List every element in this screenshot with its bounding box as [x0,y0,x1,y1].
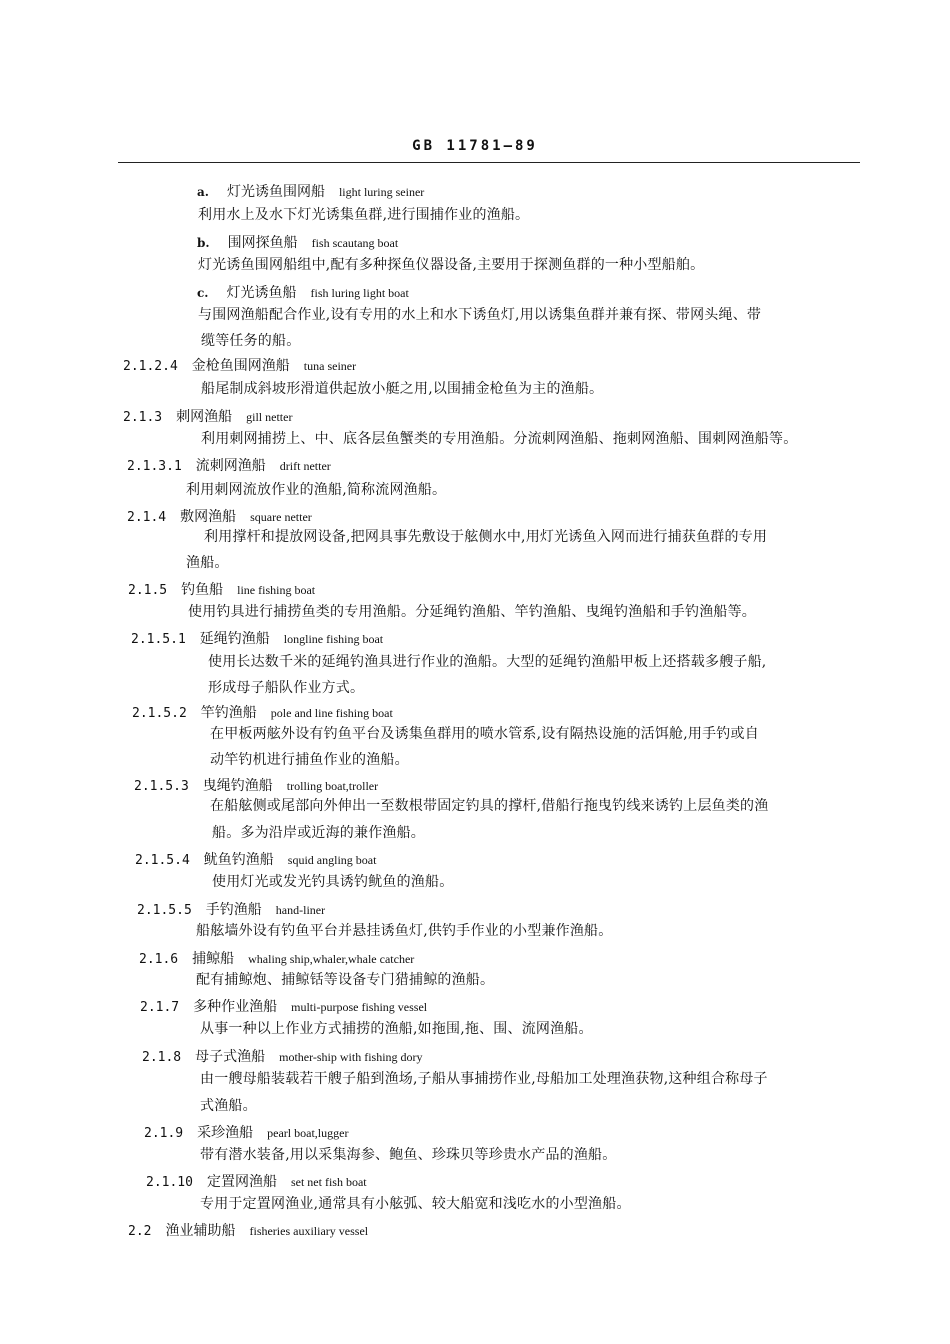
definition-text: 与围网渔船配合作业,设有专用的水上和水下诱鱼灯,用以诱集鱼群并兼有探、带网头绳、带 [198,307,762,323]
term-english: mother-ship with fishing dory [279,1050,423,1064]
term-entry [128,581,315,600]
definition-text: 利用撑杆和提放网设备,把网具事先敷设于舷侧水中,用灯光诱鱼入网而进行捕获鱼群的专用 [204,529,768,545]
definition-text: 式渔船。 [200,1098,257,1114]
term-entry [139,950,414,969]
term-chinese: 母子式渔船 [195,1049,266,1065]
term-english: pole and line fishing boat [270,706,393,720]
definition-text: 船。多为沿岸或近海的兼作渔船。 [212,825,425,841]
definition-text: 缆等任务的船。 [201,333,301,349]
definition-text: 灯光诱鱼围网船组中,配有多种探鱼仪器设备,主要用于探测鱼群的一种小型船舶。 [198,257,705,273]
term-chinese: 围网探鱼船 [227,235,298,251]
clause-number: 2.1.8 [142,1050,182,1065]
definition-text: 动竿钓机进行捕鱼作业的渔船。 [210,752,409,768]
term-chinese: 定置网渔船 [206,1174,277,1190]
item-letter: b. [197,236,210,250]
term-chinese: 敷网渔船 [180,509,237,525]
term-chinese: 金枪鱼围网渔船 [191,358,290,374]
term-english: set net fish boat [290,1175,367,1189]
term-chinese: 曳绳钓渔船 [202,778,273,794]
definition-text: 利用水上及水下灯光诱集鱼群,进行围捕作业的渔船。 [198,207,530,223]
definition-text: 带有潜水装备,用以采集海参、鲍鱼、珍珠贝等珍贵水产品的渔船。 [200,1147,617,1163]
term-entry [144,1124,348,1143]
clause-number: 2.1.3 [123,410,163,425]
term-entry [142,1048,423,1067]
term-english: drift netter [279,459,331,473]
term-chinese: 竿钓渔船 [200,705,257,721]
term-chinese: 渔业辅助船 [165,1223,236,1239]
term-chinese: 刺网渔船 [176,409,233,425]
clause-number: 2.1.5.4 [135,853,190,868]
term-entry [137,901,325,920]
item-letter: c. [197,286,209,300]
definition-text: 使用长达数千米的延绳钓渔具进行作业的渔船。大型的延绳钓渔船甲板上还搭载多艘子船, [208,654,767,670]
sub-term [197,234,398,252]
term-english: square netter [250,510,312,524]
term-chinese: 多种作业渔船 [193,999,278,1015]
clause-number: 2.1.4 [127,510,167,525]
definition-text: 利用刺网流放作业的渔船,简称流网渔船。 [186,482,447,498]
definition-text: 在甲板两舷外设有钓鱼平台及诱集鱼群用的喷水管系,设有隔热设施的活饵舱,用手钓或自 [210,726,759,742]
clause-number: 2.1.5 [128,583,168,598]
term-english: whaling ship,whaler,whale catcher [248,952,415,966]
term-english: line fishing boat [237,583,316,597]
clause-number: 2.1.6 [139,952,179,967]
sub-term [197,284,409,302]
definition-text: 渔船。 [186,555,229,571]
term-english: pearl boat,lugger [267,1126,349,1140]
term-entry [135,851,376,870]
term-entry [146,1173,367,1192]
sub-term [197,183,424,201]
item-letter: a. [197,185,209,199]
term-entry [123,357,356,376]
term-chinese: 灯光诱鱼围网船 [226,184,325,200]
term-english: hand-liner [275,903,326,917]
term-chinese: 手钓渔船 [205,902,262,918]
page-header: GB 11781—89 [412,138,538,154]
term-chinese: 钓鱼船 [181,582,224,598]
term-english: tuna seiner [303,359,357,373]
term-chinese: 采珍渔船 [197,1125,254,1141]
clause-number: 2.1.5.3 [134,779,189,794]
definition-text: 船尾制成斜坡形滑道供起放小艇之用,以围捕金枪鱼为主的渔船。 [201,381,604,397]
clause-number: 2.2 [128,1224,152,1239]
term-entry [127,508,312,527]
term-english: fisheries auxiliary vessel [249,1224,369,1238]
definition-text: 使用灯光或发光钓具诱钓鱿鱼的渔船。 [212,874,454,890]
term-chinese: 鱿鱼钓渔船 [203,852,274,868]
term-entry [131,630,383,649]
term-english: longline fishing boat [283,632,384,646]
term-entry [140,998,427,1017]
term-english: fish luring light boat [310,286,409,300]
term-english: trolling boat,troller [286,779,379,793]
clause-number: 2.1.10 [146,1175,193,1190]
definition-text: 形成母子船队作业方式。 [208,680,365,696]
clause-number: 2.1.5.2 [132,706,187,721]
term-entry [128,1222,368,1241]
term-chinese: 捕鲸船 [192,951,235,967]
definition-text: 在船舷侧或尾部向外伸出一至数根带固定钓具的撑杆,借船行拖曳钓线来诱钓上层鱼类的渔 [210,798,769,814]
term-entry [123,408,292,427]
clause-number: 2.1.3.1 [127,459,182,474]
term-chinese: 延绳钓渔船 [199,631,270,647]
definition-text: 从事一种以上作业方式捕捞的渔船,如拖围,拖、围、流网渔船。 [200,1021,593,1037]
definition-text: 使用钓具进行捕捞鱼类的专用渔船。分延绳钓渔船、竿钓渔船、曳绳钓渔船和手钓渔船等。 [188,604,756,620]
term-english: fish scautang boat [311,236,399,250]
definition-text: 利用刺网捕捞上、中、底各层鱼蟹类的专用渔船。分流刺网渔船、拖刺网渔船、围刺网渔船等。 [201,431,798,447]
term-english: gill netter [246,410,293,424]
definition-text: 专用于定置网渔业,通常具有小舷弧、较大船宽和浅吃水的小型渔船。 [200,1196,631,1212]
term-entry [134,777,378,796]
term-entry [132,704,393,723]
definition-text: 船舷墙外设有钓鱼平台并悬挂诱鱼灯,供钓手作业的小型兼作渔船。 [196,923,613,939]
header-rule [118,162,860,163]
clause-number: 2.1.2.4 [123,359,178,374]
clause-number: 2.1.9 [144,1126,184,1141]
term-chinese: 灯光诱鱼船 [226,285,297,301]
clause-number: 2.1.5.1 [131,632,186,647]
term-english: squid angling boat [287,853,377,867]
term-english: multi-purpose fishing vessel [291,1000,428,1014]
definition-text: 配有捕鲸炮、捕鲸铦等设备专门猎捕鲸的渔船。 [196,972,495,988]
clause-number: 2.1.5.5 [137,903,192,918]
clause-number: 2.1.7 [140,1000,180,1015]
term-entry [127,457,331,476]
term-english: light luring seiner [338,185,425,199]
term-chinese: 流刺网渔船 [195,458,266,474]
definition-text: 由一艘母船装载若干艘子船到渔场,子船从事捕捞作业,母船加工处理渔获物,这种组合称母子 [200,1071,768,1087]
